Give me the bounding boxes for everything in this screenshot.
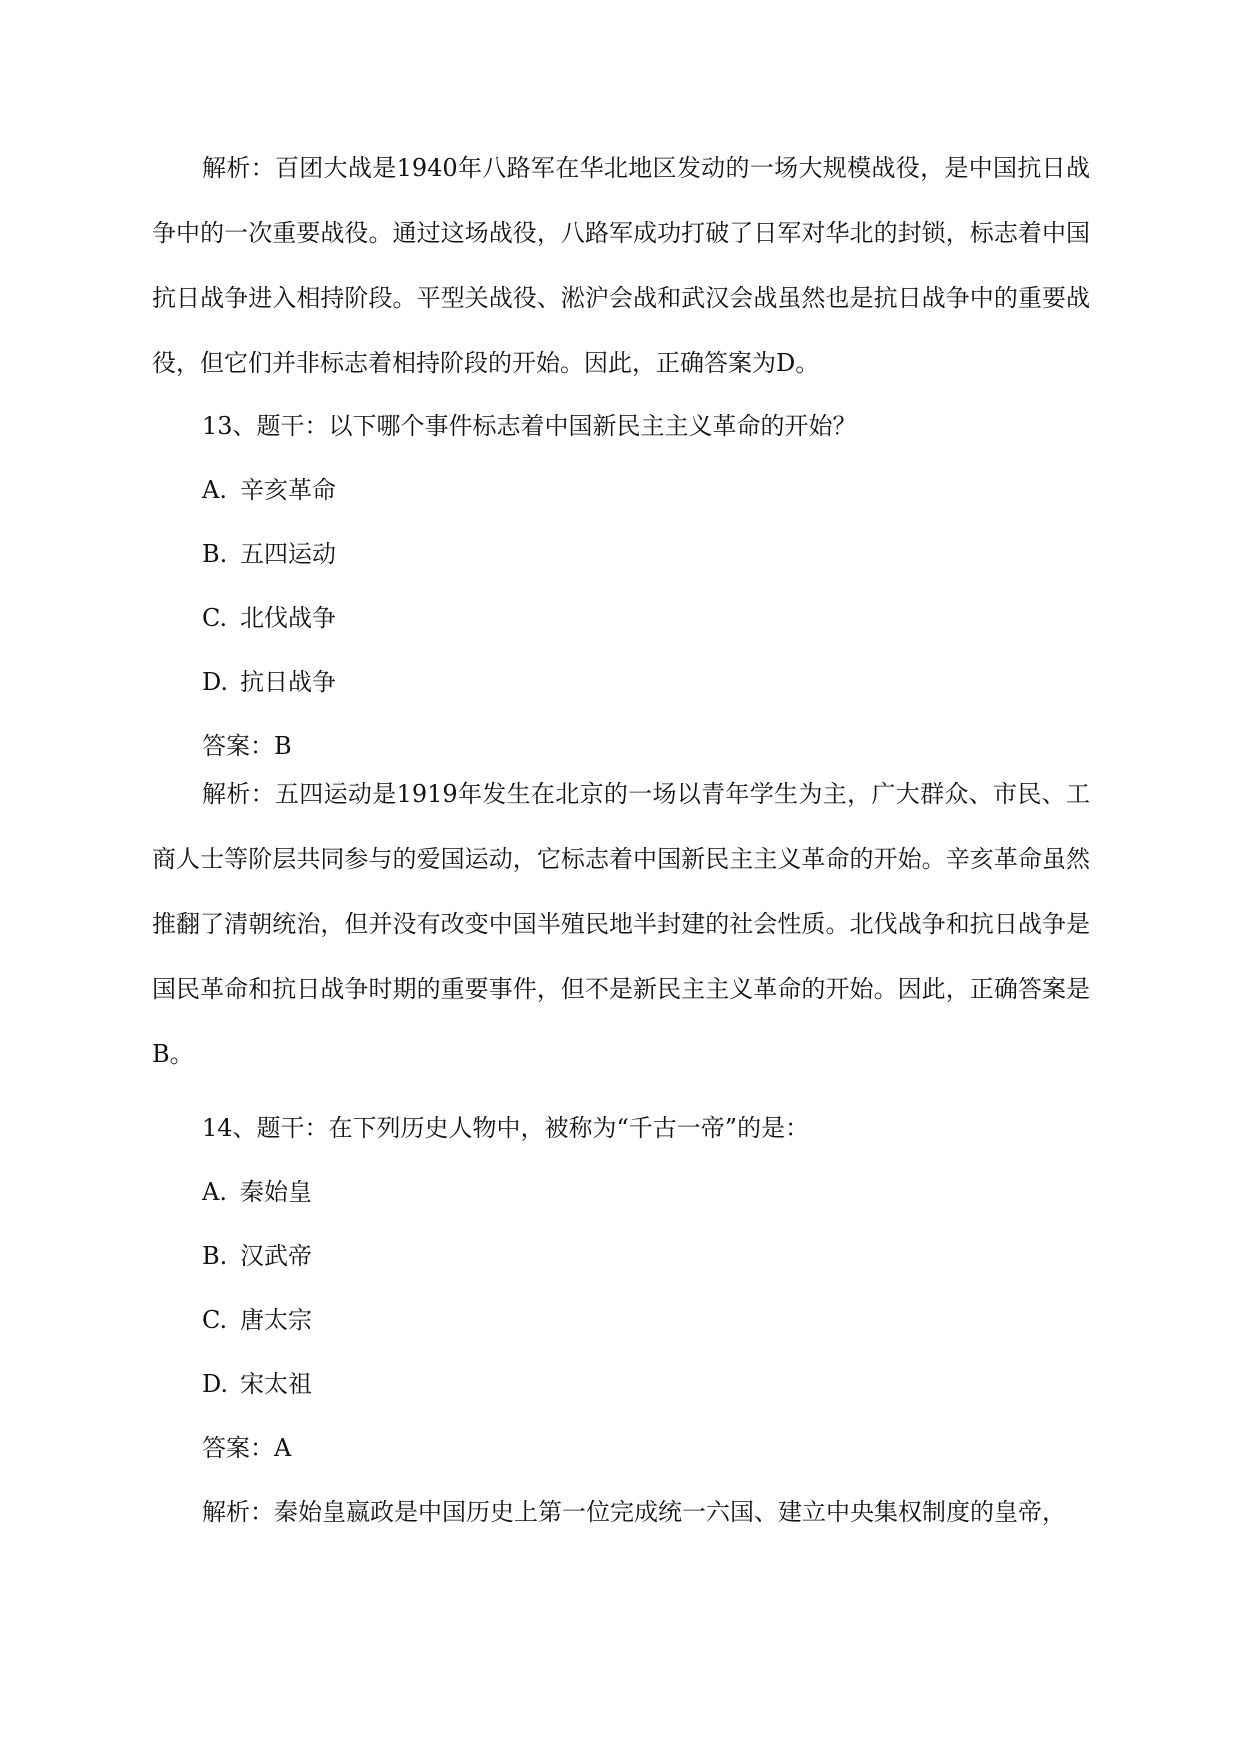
q14-answer-block <box>152 1432 1090 1464</box>
q14-stem-block <box>152 1112 1090 1144</box>
q13-option-b <box>152 538 1090 570</box>
q13-analysis: 解析：五四运动是1919年发生在北京的一场以青年学生为主，广大群众、市民、工商人士等阶层共同参与的爱国运动，它标志着中国新民主主义革命的开始。辛亥革命虽然推翻了清朝统治，但并没有改变中国半殖民地半封建的社会性质。北伐战争和抗日战争是国民革命和抗日战争时期的重要事件，但不是新民主主义革命的开始。因此，正确答案是B。 <box>152 780 1090 1068</box>
option-letter: D. <box>202 1370 229 1398</box>
q14-option-d <box>152 1368 1090 1400</box>
option-text: 秦始皇 <box>240 1178 312 1206</box>
q14-analysis-block <box>152 1496 1090 1528</box>
option-text: 五四运动 <box>240 540 336 568</box>
q13-stem: 13、题干：以下哪个事件标志着中国新民主主义革命的开始？ <box>202 412 857 440</box>
option-text: 辛亥革命 <box>240 476 336 504</box>
option-text: 唐太宗 <box>240 1306 312 1334</box>
q13-answer-block <box>152 730 1090 762</box>
option-letter: C. <box>202 1306 228 1334</box>
q13-stem-block <box>152 410 1090 442</box>
option-letter: C. <box>202 604 228 632</box>
option-text: 北伐战争 <box>240 604 336 632</box>
option-letter: B. <box>202 540 228 568</box>
q14-option-c <box>152 1304 1090 1336</box>
option-letter: A. <box>202 476 227 504</box>
option-text: 宋太祖 <box>240 1370 312 1398</box>
q14-analysis: 解析：秦始皇嬴政是中国历史上第一位完成统一六国、建立中央集权制度的皇帝， <box>202 1498 1066 1526</box>
q12-analysis: 解析：百团大战是1940年八路军在华北地区发动的一场大规模战役，是中国抗日战争中的一次重要战役。通过这场战役，八路军成功打破了日军对华北的封锁，标志着中国抗日战争进入相持阶段。平型关战役、淞沪会战和武汉会战虽然也是抗日战争中的重要战役，但它们并非标志着相持阶段的开始。因此，正确答案为D。 <box>152 154 1090 377</box>
option-letter: D. <box>202 668 229 696</box>
option-text: 汉武帝 <box>240 1242 312 1270</box>
option-letter: A. <box>202 1178 227 1206</box>
q14-stem: 14、题干：在下列历史人物中，被称为“千古一帝”的是： <box>202 1114 810 1142</box>
q14-option-a <box>152 1176 1090 1208</box>
q14-answer: 答案：A <box>202 1434 292 1462</box>
q13-option-c <box>152 602 1090 634</box>
option-letter: B. <box>202 1242 228 1270</box>
q13-option-d <box>152 666 1090 698</box>
q14-option-b <box>152 1240 1090 1272</box>
q13-option-a <box>152 474 1090 506</box>
q13-analysis-block <box>152 762 1090 1087</box>
q13-answer: 答案：B <box>202 732 292 760</box>
q12-analysis-block <box>152 136 1090 396</box>
option-text: 抗日战争 <box>240 668 336 696</box>
